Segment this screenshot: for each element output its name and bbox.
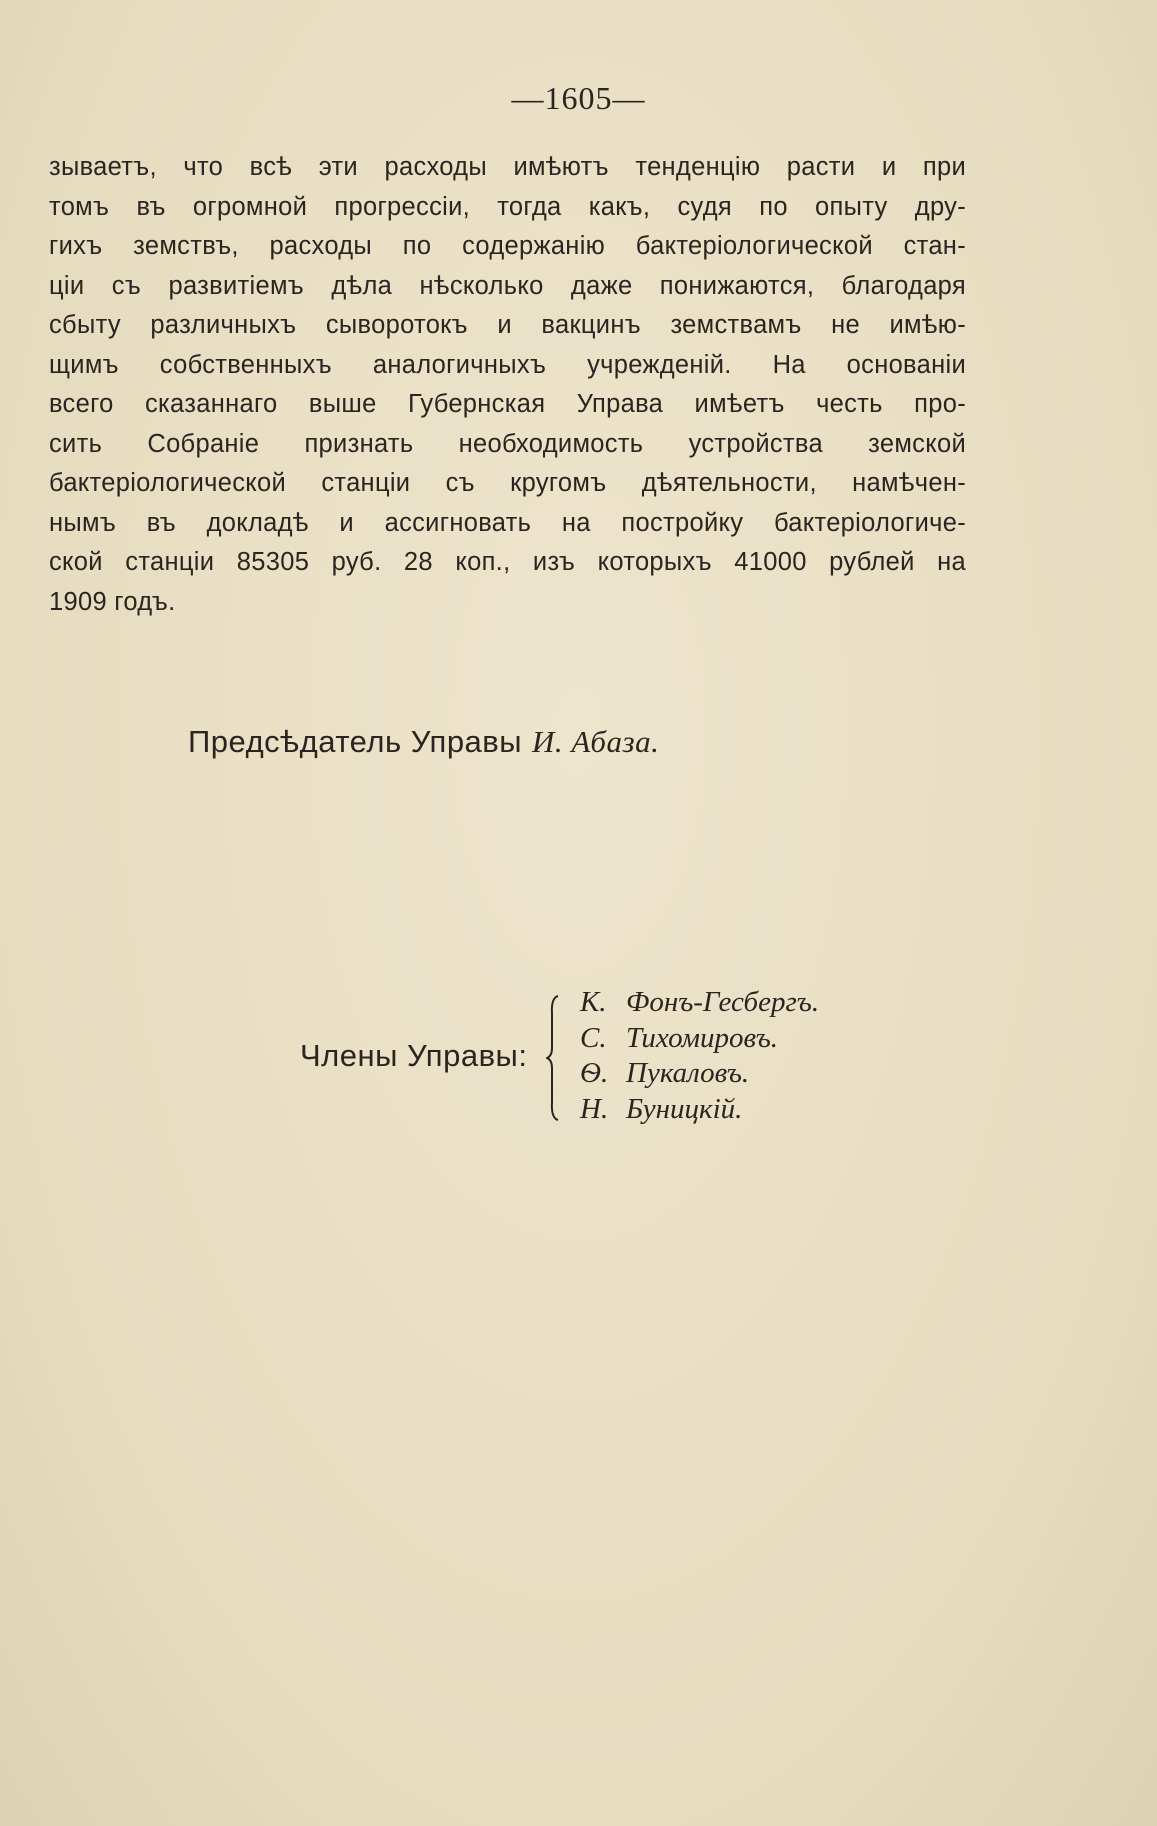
text-line: сбыту различныхъ сыворотокъ и вакцинъ земствамъ не имѣю- xyxy=(49,311,966,339)
members-list xyxy=(580,985,819,1127)
member-surname: Фонъ-Гесбергъ. xyxy=(626,986,820,1018)
member-initial: К. xyxy=(580,986,607,1018)
member-surname: Тихомировъ. xyxy=(626,1021,778,1054)
chairman-name: И. Абаза. xyxy=(532,724,660,759)
text-line: томъ въ огромной прогрессіи, тогда какъ, судя по опыту дру- xyxy=(49,192,966,221)
member-surname: Пукаловъ. xyxy=(626,1057,750,1089)
text-line: гихъ земствъ, расходы по содержанію бактеріологической стан- xyxy=(49,232,966,260)
chairman-title: Предсѣдатель Управы xyxy=(188,724,523,759)
page-number: —1605— xyxy=(511,80,646,116)
text-line: зываетъ, что всѣ эти расходы имѣютъ тенденцію расти и при xyxy=(49,153,966,181)
member-initial: Н. xyxy=(580,1092,609,1125)
member-initial: Ѳ. xyxy=(580,1057,609,1089)
text-line: щимъ собственныхъ аналогичныхъ учрежденій. На основаніи xyxy=(49,350,966,379)
member-signature xyxy=(580,985,819,1021)
member-surname: Буницкій. xyxy=(626,1092,743,1125)
body-paragraph xyxy=(49,148,966,622)
member-signature xyxy=(580,1056,819,1092)
brace-icon xyxy=(546,994,560,1122)
member-signature xyxy=(580,1092,819,1128)
text-line: ціи съ развитіемъ дѣла нѣсколько даже понижаются, благодаря xyxy=(49,271,966,300)
text-line: сить Собраніе признать необходимость устройства земской xyxy=(49,429,966,458)
chairman-signature xyxy=(188,724,659,760)
text-line: ской станціи 85305 руб. 28 коп., изъ которыхъ 41000 рублей на xyxy=(49,548,966,576)
text-line: 1909 годъ. xyxy=(49,587,176,616)
text-line: нымъ въ докладѣ и ассигновать на постройку бактеріологиче- xyxy=(49,508,966,537)
members-label: Члены Управы: xyxy=(300,1038,528,1073)
member-signature xyxy=(580,1021,819,1057)
member-initial: С. xyxy=(580,1021,607,1054)
text-line: всего сказаннаго выше Губернская Управа имѣетъ честь про- xyxy=(49,390,966,418)
text-line: бактеріологической станціи съ кругомъ дѣятельности, намѣчен- xyxy=(49,469,966,497)
